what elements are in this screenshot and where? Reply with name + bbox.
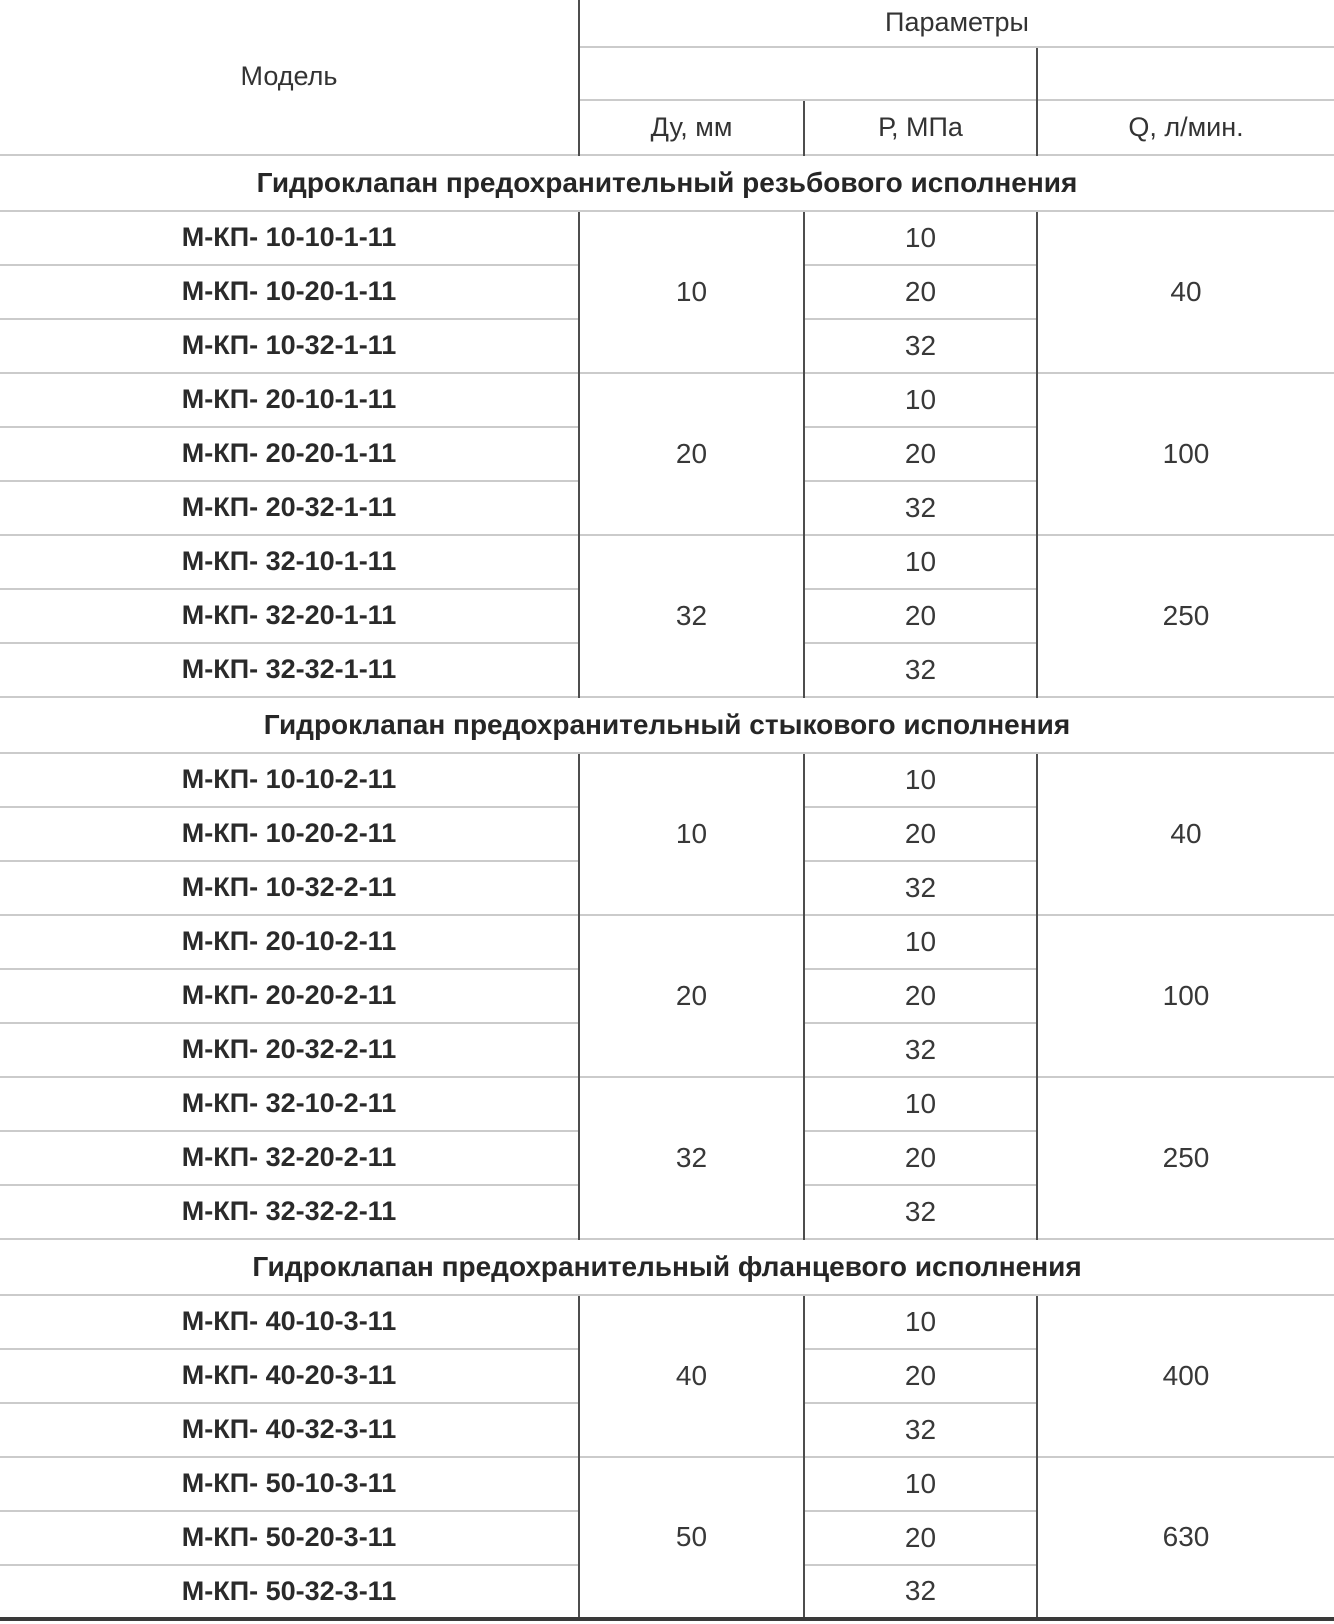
parameters-group-header: Параметры (579, 0, 1334, 47)
model-cell: М-КП- 10-32-2-11 (0, 861, 579, 915)
q-value-cell: 40 (1037, 753, 1334, 915)
du-value-cell: 32 (579, 535, 804, 697)
section-title: Гидроклапан предохранительный фланцевого исполнения (0, 1239, 1334, 1295)
q-value-cell: 250 (1037, 535, 1334, 697)
p-value-cell: 32 (804, 481, 1037, 535)
table-row (0, 1295, 1334, 1349)
du-value-cell: 50 (579, 1457, 804, 1619)
p-value-cell: 20 (804, 427, 1037, 481)
table-row (0, 1077, 1334, 1131)
model-cell: М-КП- 50-20-3-11 (0, 1511, 579, 1565)
table-row (0, 1457, 1334, 1511)
model-cell: М-КП- 10-10-1-11 (0, 211, 579, 265)
p-value-cell: 32 (804, 643, 1037, 697)
q-column-header: Q, л/мин. (1037, 100, 1334, 155)
du-column-header: Ду, мм (579, 100, 804, 155)
table-row (0, 915, 1334, 969)
p-value-cell: 10 (804, 915, 1037, 969)
p-value-cell: 32 (804, 319, 1037, 373)
parameters-spacer-left (579, 47, 1037, 100)
p-value-cell: 10 (804, 373, 1037, 427)
model-cell: М-КП- 40-32-3-11 (0, 1403, 579, 1457)
table-row (0, 535, 1334, 589)
model-cell: М-КП- 10-20-1-11 (0, 265, 579, 319)
model-cell: М-КП- 32-32-1-11 (0, 643, 579, 697)
p-value-cell: 10 (804, 753, 1037, 807)
du-value-cell: 20 (579, 373, 804, 535)
model-cell: М-КП- 40-10-3-11 (0, 1295, 579, 1349)
section-header-row (0, 1239, 1334, 1295)
p-value-cell: 10 (804, 211, 1037, 265)
p-value-cell: 32 (804, 1403, 1037, 1457)
model-cell: М-КП- 32-10-1-11 (0, 535, 579, 589)
p-value-cell: 10 (804, 1077, 1037, 1131)
p-value-cell: 20 (804, 969, 1037, 1023)
table-row (0, 753, 1334, 807)
q-value-cell: 630 (1037, 1457, 1334, 1619)
section-title: Гидроклапан предохранительный стыкового исполнения (0, 697, 1334, 753)
section-header-row (0, 155, 1334, 211)
p-value-cell: 32 (804, 1023, 1037, 1077)
p-value-cell: 32 (804, 1565, 1037, 1619)
model-cell: М-КП- 20-10-2-11 (0, 915, 579, 969)
section-title: Гидроклапан предохранительный резьбового исполнения (0, 155, 1334, 211)
model-cell: М-КП- 40-20-3-11 (0, 1349, 579, 1403)
p-value-cell: 32 (804, 861, 1037, 915)
du-value-cell: 10 (579, 753, 804, 915)
header-row-parameters (0, 0, 1334, 47)
model-cell: М-КП- 10-10-2-11 (0, 753, 579, 807)
model-cell: М-КП- 32-10-2-11 (0, 1077, 579, 1131)
p-value-cell: 20 (804, 1349, 1037, 1403)
du-value-cell: 20 (579, 915, 804, 1077)
q-value-cell: 250 (1037, 1077, 1334, 1239)
q-value-cell: 100 (1037, 373, 1334, 535)
p-value-cell: 20 (804, 1511, 1037, 1565)
model-cell: М-КП- 20-20-2-11 (0, 969, 579, 1023)
p-value-cell: 32 (804, 1185, 1037, 1239)
p-value-cell: 20 (804, 807, 1037, 861)
table-row (0, 373, 1334, 427)
q-value-cell: 400 (1037, 1295, 1334, 1457)
model-column-header: Модель (240, 61, 338, 92)
model-cell: М-КП- 50-10-3-11 (0, 1457, 579, 1511)
model-cell: М-КП- 20-32-2-11 (0, 1023, 579, 1077)
p-value-cell: 10 (804, 1295, 1037, 1349)
model-cell: М-КП- 32-20-1-11 (0, 589, 579, 643)
section-header-row (0, 697, 1334, 753)
p-value-cell: 20 (804, 589, 1037, 643)
du-value-cell: 32 (579, 1077, 804, 1239)
model-cell: М-КП- 32-20-2-11 (0, 1131, 579, 1185)
model-cell: М-КП- 50-32-3-11 (0, 1565, 579, 1619)
model-cell: М-КП- 32-32-2-11 (0, 1185, 579, 1239)
p-value-cell: 10 (804, 535, 1037, 589)
q-value-cell: 100 (1037, 915, 1334, 1077)
p-value-cell: 20 (804, 265, 1037, 319)
parameters-spacer-right (1037, 47, 1334, 100)
model-cell: М-КП- 20-20-1-11 (0, 427, 579, 481)
table-row (0, 211, 1334, 265)
q-value-cell: 40 (1037, 211, 1334, 373)
p-value-cell: 10 (804, 1457, 1037, 1511)
model-cell: М-КП- 20-32-1-11 (0, 481, 579, 535)
model-cell: М-КП- 10-32-1-11 (0, 319, 579, 373)
du-value-cell: 10 (579, 211, 804, 373)
model-cell: М-КП- 10-20-2-11 (0, 807, 579, 861)
p-column-header: Р, МПа (804, 100, 1037, 155)
model-cell: М-КП- 20-10-1-11 (0, 373, 579, 427)
du-value-cell: 40 (579, 1295, 804, 1457)
p-value-cell: 20 (804, 1131, 1037, 1185)
